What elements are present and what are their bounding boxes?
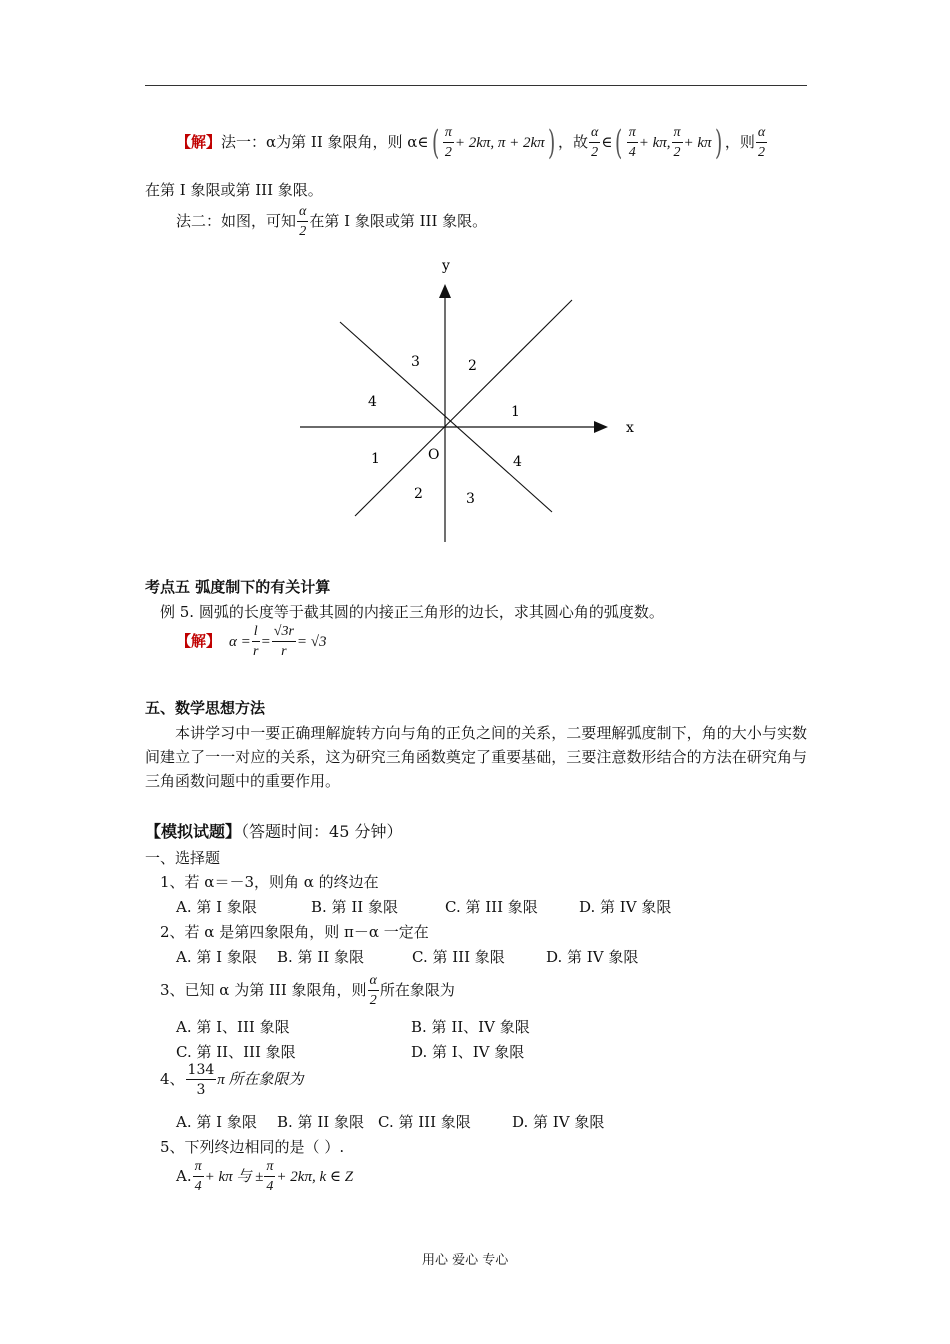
fraction-pi-over-4-b: $\frac{\pi}{4}$ <box>266 1159 274 1194</box>
bisector-line-1 <box>355 300 572 516</box>
origin-label: O <box>428 447 440 463</box>
q3-stem <box>160 974 455 1008</box>
method1-continuation: 在第 I 象限或第 III 象限。 <box>145 181 323 199</box>
fraction-alpha-over-2-q3: $\frac{\alpha}{2}$ <box>369 973 377 1008</box>
q2-opt-d: D. 第 IV 象限 <box>546 948 639 966</box>
solution-method1-line <box>176 123 768 163</box>
q4-opt-b: B. 第 II 象限 <box>277 1113 364 1131</box>
q3-lead: 3、已知 α 为第 III 象限角，则 <box>160 981 367 999</box>
sol-eq: = <box>260 634 271 650</box>
paren-close: ) <box>547 123 555 163</box>
y-axis-arrow <box>439 284 451 298</box>
section5-heading: 考点五 弧度制下的有关计算 <box>145 578 331 596</box>
q3-opt-a: A. 第 I、III 象限 <box>176 1018 290 1036</box>
q5-a2-rest: + 2kπ, k ∈ Z <box>276 1169 354 1185</box>
method1-then: ，则 <box>724 133 755 151</box>
q5-a-lead: A. <box>176 1167 192 1185</box>
element-of: ∈ <box>601 133 613 151</box>
q2-opt-c: C. 第 III 象限 <box>412 948 505 966</box>
mock-time: （答题时间：45 分钟） <box>241 822 403 841</box>
q2-stem: 2、若 α 是第四象限角，则 π－α 一定在 <box>160 923 429 941</box>
solution-tag: 【解】 <box>176 133 222 151</box>
method1-mid: ，故 <box>557 133 588 151</box>
thought-heading: 五、数学思想方法 <box>145 699 266 717</box>
header-rule <box>145 85 807 86</box>
x-axis-label: x <box>626 420 634 436</box>
fraction-sqrt3r-over-r: $\frac{√3r}{r}$ <box>273 624 294 659</box>
region-label: 3 <box>466 491 475 507</box>
q4-lead: 4、 <box>160 1070 185 1088</box>
region-label: 1 <box>371 451 380 467</box>
mock-title: 【模拟试题】 <box>145 822 242 841</box>
q3-opt-d: D. 第 I、IV 象限 <box>411 1043 525 1061</box>
sol-rhs: = √3 <box>296 634 327 650</box>
region-label: 4 <box>513 454 522 470</box>
interval1-rest: + 2kπ, π + 2kπ <box>454 135 545 151</box>
region-label: 1 <box>511 404 520 420</box>
paren-open-2: ( <box>615 123 623 163</box>
fraction-l-over-r: $\frac{l}{r}$ <box>252 624 259 659</box>
fraction-pi-over-2-b: $\frac{\pi}{2}$ <box>673 125 681 160</box>
q2-opt-a: A. 第 I 象限 <box>176 948 257 966</box>
q1-opt-c: C. 第 III 象限 <box>445 898 538 916</box>
thought-paragraph: 本讲学习中一要正确理解旋转方向与角的正负之间的关系，二要理解弧度制下，角的大小与实数间建立了一一对应的关系，这为研究三角函数奠定了重要基础，三要注意数形结合的方法在研究角与三角函数问题中的重要作用。 <box>145 724 807 790</box>
solution-tag-2: 【解】 <box>176 632 222 650</box>
interval2-rest-b: + kπ <box>683 135 712 151</box>
q5-a1-rest: + kπ 与 ± <box>204 1169 264 1185</box>
paren-close-2: ) <box>714 123 722 163</box>
example5-text: 例 5. 圆弧的长度等于截其圆的内接正三角形的边长，求其圆心角的弧度数。 <box>160 603 664 621</box>
paren-open: ( <box>431 123 439 163</box>
fraction-pi-over-4-a: $\frac{\pi}{4}$ <box>194 1159 202 1194</box>
q1-opt-b: B. 第 II 象限 <box>311 898 398 916</box>
q4-stem <box>160 1063 304 1097</box>
fraction-alpha-over-2-c: $\frac{\alpha}{2}$ <box>299 204 307 239</box>
q2-opt-b: B. 第 II 象限 <box>277 948 364 966</box>
region-label: 3 <box>411 354 420 370</box>
page-footer: 用心 爱心 专心 <box>422 1253 509 1268</box>
quadrant-diagram <box>290 250 650 550</box>
fraction-134-over-3: $\frac{134}{3}$ <box>187 1062 215 1098</box>
method1-lead: 法一：α为第 II 象限角，则 α∈ <box>221 133 429 151</box>
q5-opt-a <box>176 1160 353 1194</box>
mock-section: 一、选择题 <box>145 849 221 867</box>
fraction-pi-over-4: $\frac{\pi}{4}$ <box>628 125 636 160</box>
q4-tail: π 所在象限为 <box>217 1072 304 1088</box>
x-axis-arrow <box>594 421 608 433</box>
q4-opt-c: C. 第 III 象限 <box>378 1113 471 1131</box>
q3-opt-b: B. 第 II、IV 象限 <box>411 1018 530 1036</box>
q1-stem: 1、若 α＝－3，则角 α 的终边在 <box>160 873 379 891</box>
method2-lead: 法二：如图，可知 <box>176 212 297 230</box>
region-label: 2 <box>468 358 477 374</box>
sol-lhs: α = <box>229 634 251 650</box>
q5-stem: 5、下列终边相同的是（ ）. <box>160 1138 345 1156</box>
y-axis-label: y <box>442 258 450 274</box>
solution-method2-line <box>176 205 487 239</box>
q1-opt-a: A. 第 I 象限 <box>176 898 257 916</box>
q1-opt-d: D. 第 IV 象限 <box>579 898 672 916</box>
region-label: 2 <box>414 486 423 502</box>
method2-tail: 在第 I 象限或第 III 象限。 <box>309 212 488 230</box>
fraction-pi-over-2: $\frac{\pi}{2}$ <box>444 125 452 160</box>
region-label: 4 <box>368 394 377 410</box>
fraction-alpha-over-2-b: $\frac{\alpha}{2}$ <box>757 125 766 160</box>
example5-solution <box>176 625 327 659</box>
q3-tail: 所在象限为 <box>379 981 455 999</box>
q3-opt-c: C. 第 II、III 象限 <box>176 1043 296 1061</box>
q4-opt-d: D. 第 IV 象限 <box>512 1113 605 1131</box>
fraction-alpha-over-2: $\frac{\alpha}{2}$ <box>590 125 599 160</box>
mock-title-line <box>145 819 402 842</box>
interval2-rest-a: + kπ, <box>638 135 671 151</box>
bisector-line-2 <box>340 322 552 512</box>
q4-opt-a: A. 第 I 象限 <box>176 1113 257 1131</box>
